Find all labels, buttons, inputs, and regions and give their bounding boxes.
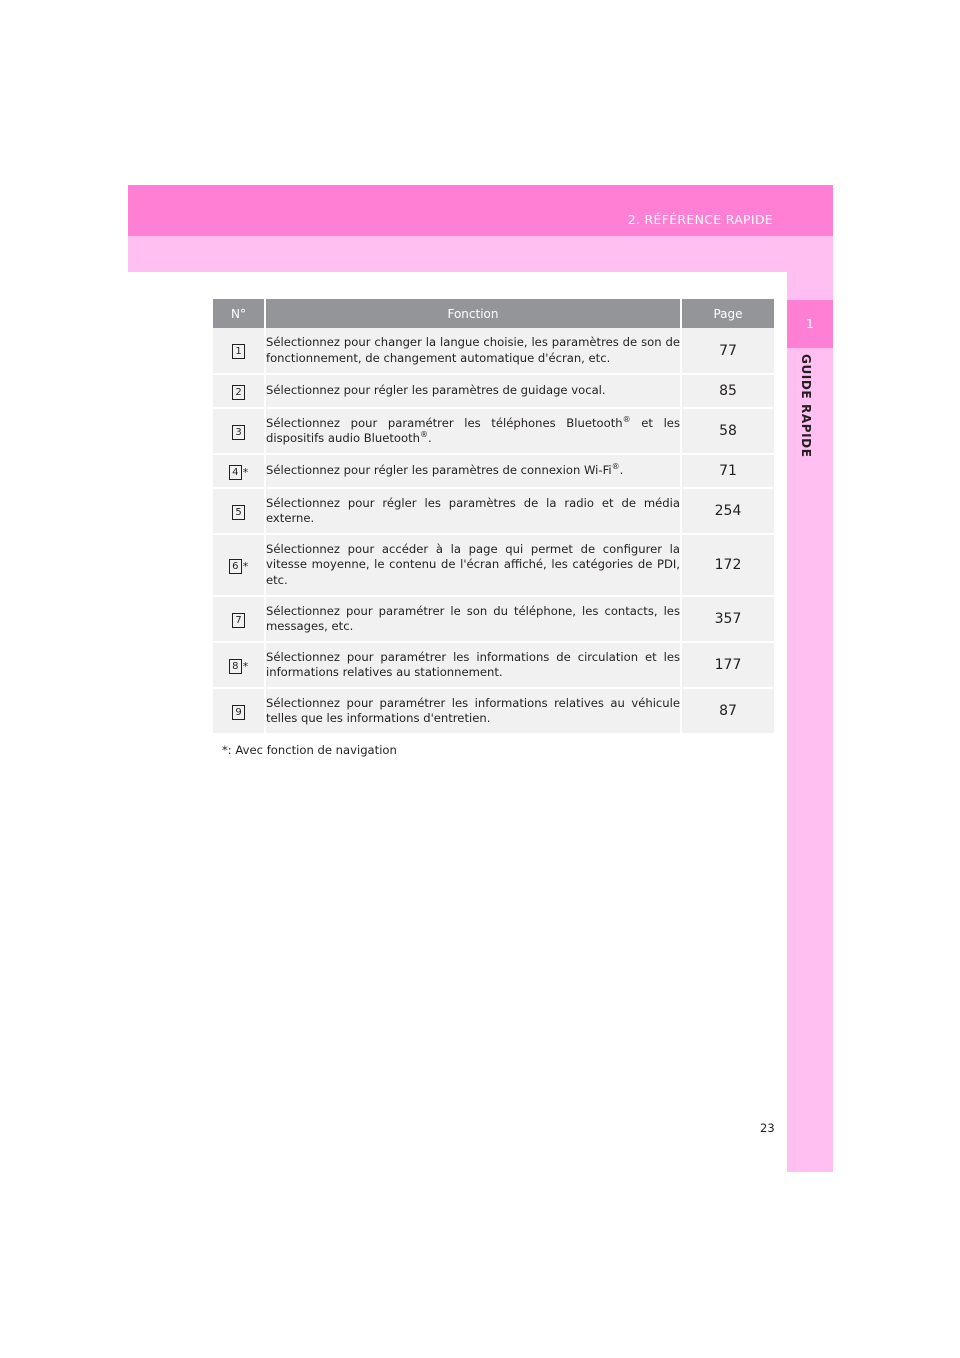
function-cell (265, 596, 681, 642)
table-row (213, 688, 774, 734)
footnote: *: Avec fonction de navigation (222, 743, 397, 757)
row-number-cell (213, 454, 265, 488)
section-title: 2. RÉFÉRENCE RAPIDE (627, 212, 773, 227)
page-reference[interactable]: 87 (681, 688, 774, 734)
navigation-asterisk: * (242, 659, 249, 673)
table-row (213, 596, 774, 642)
function-text-end: . (619, 463, 624, 478)
number-badge: 6 (229, 559, 242, 574)
page-reference[interactable]: 77 (681, 328, 774, 374)
function-cell (265, 488, 681, 534)
function-text: Sélectionnez pour régler les paramètres de la radio et de média externe. (266, 495, 680, 525)
table-header-row (213, 299, 774, 328)
table-row (213, 454, 774, 488)
chapter-number-tab[interactable]: 1 (787, 300, 833, 348)
page-reference[interactable]: 58 (681, 408, 774, 454)
row-number-cell (213, 642, 265, 688)
function-cell (265, 534, 681, 596)
function-text: Sélectionnez pour paramétrer les téléphones Bluetooth (266, 415, 623, 430)
function-cell (265, 408, 681, 454)
function-cell (265, 642, 681, 688)
row-number-cell (213, 328, 265, 374)
page-number: 23 (760, 1121, 775, 1135)
function-text-end: . (428, 431, 432, 445)
row-number-cell (213, 534, 265, 596)
chapter-label: GUIDE RAPIDE (799, 354, 813, 458)
table-row (213, 642, 774, 688)
registered-mark: ® (420, 430, 429, 440)
row-number-cell (213, 688, 265, 734)
table-row (213, 374, 774, 408)
number-badge: 2 (232, 385, 245, 400)
function-text: Sélectionnez pour régler les paramètres de guidage vocal. (266, 383, 606, 398)
number-badge: 8 (229, 659, 242, 674)
navigation-asterisk: * (242, 559, 249, 573)
row-number-cell (213, 488, 265, 534)
number-badge: 7 (232, 613, 245, 628)
number-badge: 3 (232, 425, 245, 440)
function-text: Sélectionnez pour changer la langue choisie, les paramètres de son de fonctionnement, de changement automatique d'écran, etc. (266, 335, 680, 365)
function-text: Sélectionnez pour paramétrer le son du téléphone, les contacts, les messages, etc. (266, 603, 680, 633)
function-text-cont: et les dispositifs audio Bluetooth (266, 415, 680, 445)
col-header-number: N° (213, 299, 265, 328)
row-number-cell (213, 408, 265, 454)
col-header-page: Page (681, 299, 774, 328)
header-band (128, 236, 833, 272)
number-badge: 1 (232, 344, 245, 359)
number-badge: 9 (232, 705, 245, 720)
function-table (213, 299, 774, 735)
registered-mark: ® (622, 414, 631, 424)
page-reference[interactable]: 85 (681, 374, 774, 408)
table-row (213, 534, 774, 596)
chapter-header-bar (128, 185, 833, 236)
function-text: Sélectionnez pour accéder à la page qui permet de configurer la vitesse moyenne, le contenu de l'écran affiché, les catégories de PDI, etc. (266, 541, 680, 587)
number-badge: 4 (229, 465, 242, 480)
page-reference[interactable]: 254 (681, 488, 774, 534)
number-badge: 5 (232, 505, 245, 520)
side-tab-strip (787, 272, 833, 1172)
table-row (213, 328, 774, 374)
function-text: Sélectionnez pour régler les paramètres de connexion Wi-Fi (266, 463, 612, 478)
function-cell (265, 688, 681, 734)
function-text: Sélectionnez pour paramétrer les informations de circulation et les informations relatives au stationnement. (266, 649, 680, 679)
row-number-cell (213, 596, 265, 642)
function-cell (265, 328, 681, 374)
row-number-cell (213, 374, 265, 408)
function-text: Sélectionnez pour paramétrer les informations relatives au véhicule telles que les informations d'entretien. (266, 695, 680, 725)
registered-mark: ® (611, 462, 620, 472)
page-reference[interactable]: 177 (681, 642, 774, 688)
col-header-function: Fonction (265, 299, 681, 328)
function-cell (265, 454, 681, 488)
page-reference[interactable]: 71 (681, 454, 774, 488)
table-row (213, 408, 774, 454)
page-reference[interactable]: 357 (681, 596, 774, 642)
function-cell (265, 374, 681, 408)
page-reference[interactable]: 172 (681, 534, 774, 596)
navigation-asterisk: * (242, 465, 249, 479)
table-row (213, 488, 774, 534)
